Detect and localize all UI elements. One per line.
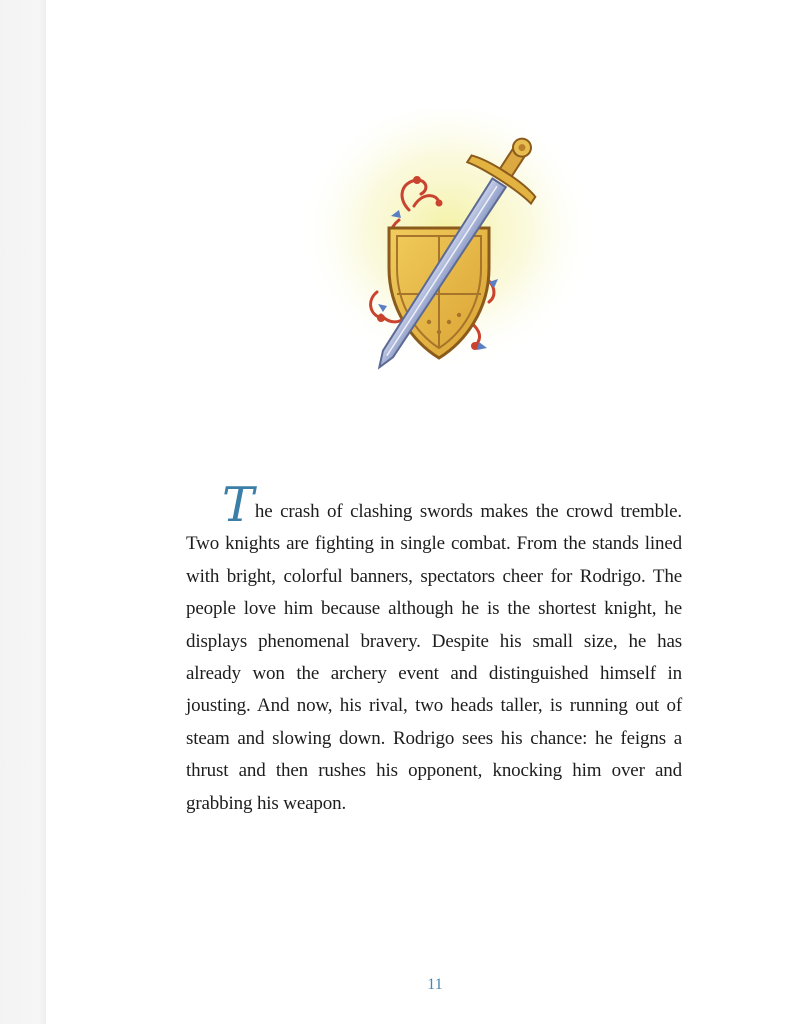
story-text: he crash of clashing swords makes the crowd tremble. Two knights are fighting in single combat. From the stands lined with bright, colorful banners, spectators cheer for Rodrigo. The people love him because although he is the shortest knight, he displays phenomenal bravery. Despite his small size, he has already won the archery event and distinguished himself in jousting. And now, his rival, two heads taller, is running out of steam and slowing down. Rodrigo sees his chance: he feigns a thrust and then rushes his opponent, knocking him over and grabbing his weapon. <box>186 501 682 814</box>
book-spine-shadow <box>0 0 46 1024</box>
story-paragraph <box>186 477 682 820</box>
drop-cap: T <box>222 477 254 533</box>
page-number: 11 <box>427 976 443 993</box>
book-page <box>46 0 800 1024</box>
shield-sword-illustration <box>289 110 605 410</box>
shield-sword-icon <box>289 110 605 410</box>
